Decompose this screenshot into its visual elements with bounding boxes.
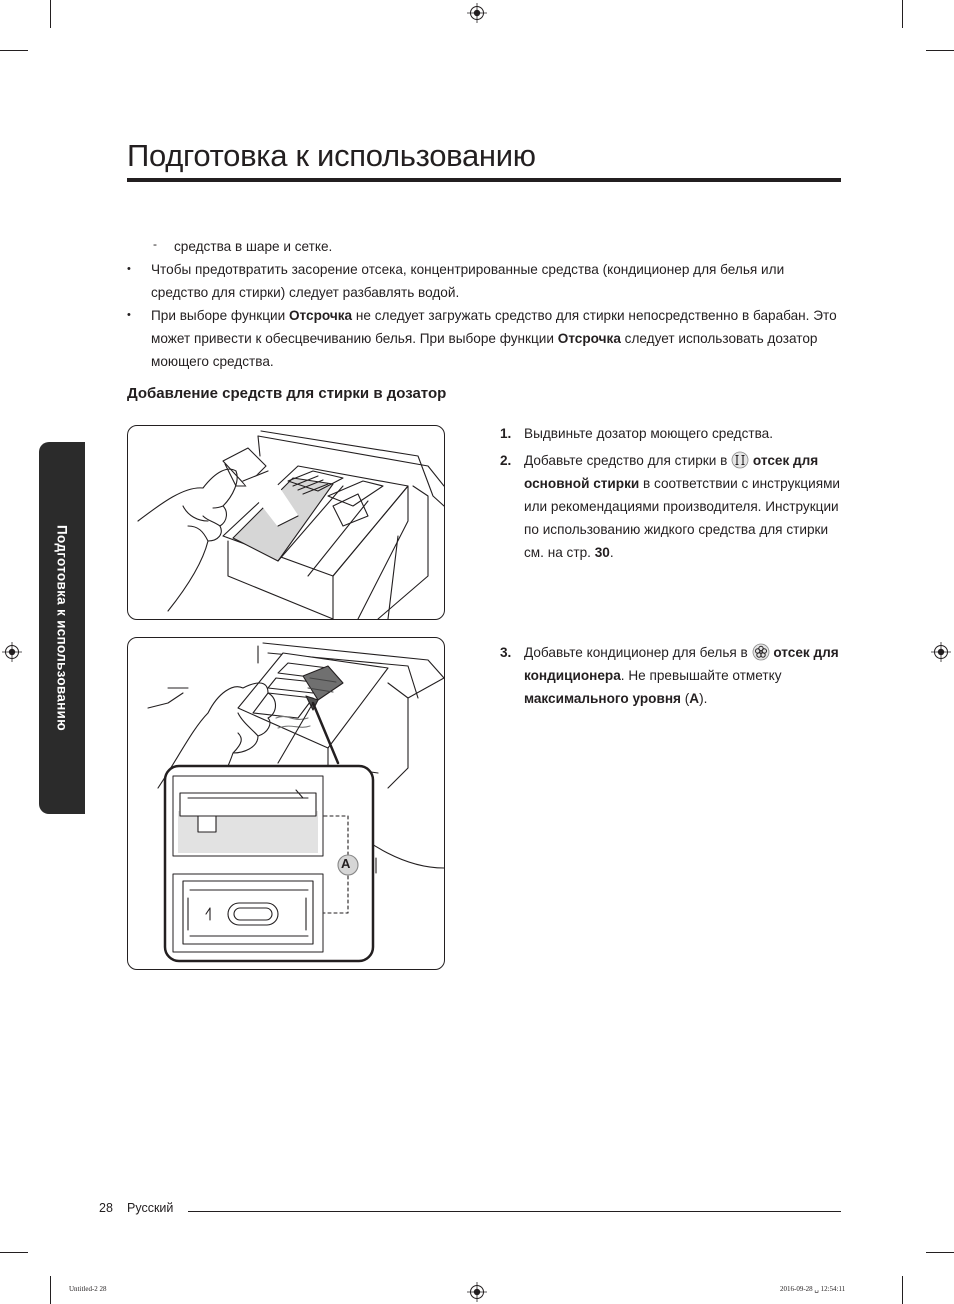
page-title: Подготовка к использованию xyxy=(127,138,536,173)
footer-divider xyxy=(188,1211,841,1212)
registration-mark-icon xyxy=(467,1282,487,1302)
print-imprint-left: Untitled-2 28 xyxy=(69,1285,107,1293)
side-tab-label: Подготовка к использованию xyxy=(54,525,70,731)
dispenser-illustration-2 xyxy=(127,637,445,970)
bullet-marker: • xyxy=(127,263,131,275)
footer-language: Русский xyxy=(127,1201,174,1215)
dash-marker: - xyxy=(153,237,157,251)
title-divider xyxy=(127,178,841,182)
steps-1-2 xyxy=(500,422,845,564)
print-imprint-right: 2016-09-28 ␣ 12:54:11 xyxy=(780,1285,846,1293)
step-2: 2. Добавьте средство для стирки в отсек для основной стирки в соответствии с инструкциями или рекомендациями производителя. Инструкции по использованию жидкого средства для стирки см. на стр. 30. xyxy=(500,453,841,560)
registration-mark-icon xyxy=(931,642,951,662)
crop-mark xyxy=(902,1276,903,1304)
section-title: Добавление средств для стирки в дозатор xyxy=(127,385,447,402)
crop-mark xyxy=(0,50,28,51)
main-wash-compartment-icon xyxy=(731,451,749,469)
step-1: 1. Выдвиньте дозатор моющего средства. xyxy=(500,426,773,441)
list-item xyxy=(127,304,841,373)
list-item xyxy=(127,235,841,258)
step-3: 3. Добавьте кондиционер для белья в отсек для кондиционера. Не превышайте отметку максимального уровня (A). xyxy=(500,645,839,706)
crop-mark xyxy=(50,0,51,28)
dispenser-illustration-1 xyxy=(127,425,445,620)
crop-mark xyxy=(50,1276,51,1304)
crop-mark xyxy=(926,50,954,51)
intro-list xyxy=(127,235,841,373)
side-chapter-tab xyxy=(39,442,85,814)
crop-mark xyxy=(0,1252,28,1253)
bullet-marker: • xyxy=(127,309,131,321)
list-item xyxy=(127,258,841,304)
softener-flower-icon xyxy=(752,643,770,661)
list-item-text: При выборе функции Отсрочка не следует загружать средство для стирки непосредственно в барабан. Это может привести к обесцвечиванию белья. При выборе функции Отсрочка следует использовать дозатор моющего средства. xyxy=(151,308,837,369)
registration-mark-icon xyxy=(467,3,487,23)
crop-mark xyxy=(902,0,903,28)
callout-label: A xyxy=(341,856,351,871)
list-item-text: Чтобы предотвратить засорение отсека, концентрированные средства (кондиционер для белья или средство для стирки) следует разбавлять водой. xyxy=(151,262,785,300)
list-item-text: средства в шаре и сетке. xyxy=(174,239,333,254)
registration-mark-icon xyxy=(2,642,22,662)
page-number: 28 xyxy=(99,1201,113,1215)
step-3-block xyxy=(500,641,845,710)
crop-mark xyxy=(926,1252,954,1253)
